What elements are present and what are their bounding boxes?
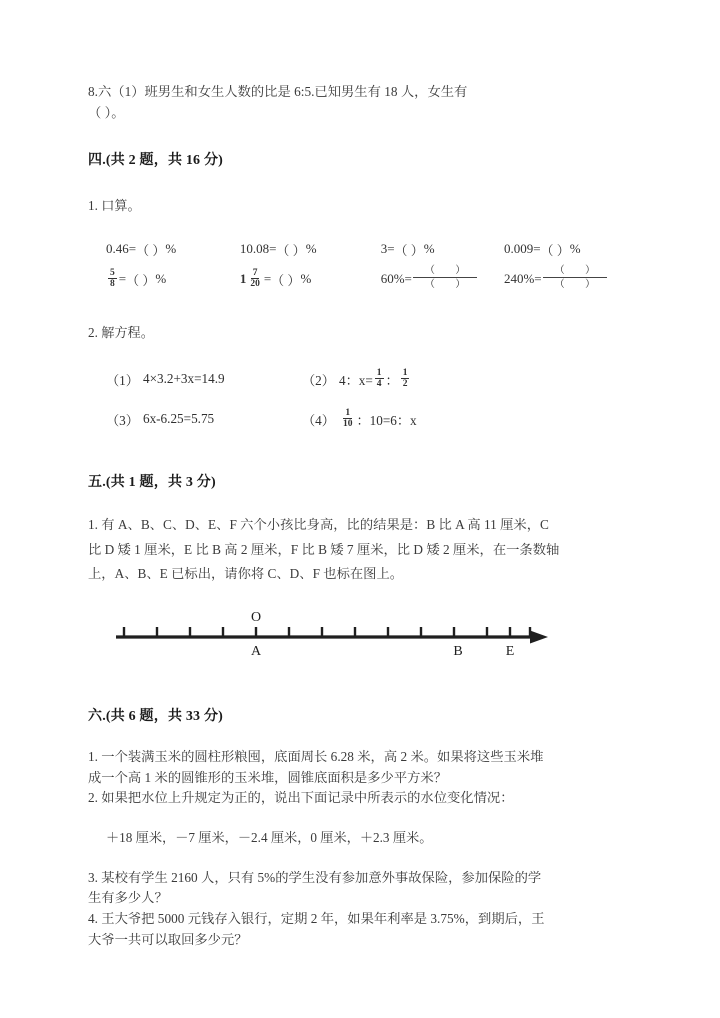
fraction-blank-numerator[interactable]: （ ） <box>543 265 608 279</box>
calc-unit: % <box>165 241 177 257</box>
fraction-blank-60[interactable] <box>413 265 478 292</box>
calc-blank[interactable]: （ ） <box>136 242 166 258</box>
equation-label: （3） <box>106 412 139 428</box>
fraction-denominator: 8 <box>110 279 115 290</box>
section-five-item-1-line-1: 1. 有 A、B、C、D、E、F 六个小孩比身高，比的结果是：B 比 A 高 11 厘米，C <box>88 517 549 533</box>
section-five-item-1-line-3: 上，A、B、E 已标出，请你将 C、D、F 也标在图上。 <box>88 566 404 582</box>
equation-4 <box>302 408 417 430</box>
mixed-number-1-7-20 <box>240 268 264 290</box>
calc-unit: % <box>155 271 167 287</box>
section-four-item-2-label: 2. 解方程。 <box>88 325 154 341</box>
fraction-blank-denominator[interactable]: （ ） <box>424 279 475 291</box>
calc-expr: 0.46= <box>106 241 137 257</box>
fraction-blank-240[interactable] <box>543 265 608 292</box>
fraction-1-10 <box>341 408 355 430</box>
calc-expr: 3= <box>380 241 395 257</box>
calc-expr: 10.08= <box>239 241 277 257</box>
number-line-arrow-icon <box>530 631 548 644</box>
section-six-problem-2 <box>88 788 636 846</box>
section-five <box>88 471 636 675</box>
section-five-item-1 <box>88 513 636 587</box>
equation-1 <box>106 370 302 389</box>
fraction-denominator: 4 <box>376 379 382 390</box>
calc-expr: 0.009= <box>503 241 541 257</box>
equation-label: （1） <box>106 372 139 388</box>
calc-unit: % <box>300 271 312 287</box>
calc-item-3 <box>381 240 504 259</box>
number-line-label-O: O <box>250 610 262 625</box>
equation-label: （2） <box>302 372 335 388</box>
equation-label: （4） <box>302 412 335 428</box>
question-8 <box>88 82 636 123</box>
fraction-1-4 <box>375 368 384 390</box>
fraction-blank-numerator[interactable]: （ ） <box>413 265 478 279</box>
section-four <box>88 149 636 435</box>
calc-unit: % <box>423 241 435 257</box>
calc-blank[interactable]: （ ） <box>540 242 570 258</box>
section-six-problem-4 <box>88 909 636 950</box>
oral-arithmetic-row-2 <box>106 266 636 292</box>
calc-unit: % <box>569 241 581 257</box>
problem-2-line-1: 2. 如果把水位上升规定为正的，说出下面记录中所表示的水位变化情况： <box>88 790 514 806</box>
fraction-denominator: 10 <box>342 419 353 430</box>
page-content <box>88 82 636 950</box>
equation-2 <box>302 368 411 390</box>
section-four-item-1-label: 1. 口算。 <box>88 198 141 214</box>
section-five-item-1-line-2: 比 D 矮 1 厘米，E 比 B 高 2 厘米，F 比 B 矮 7 厘米，比 D 矮 2 厘米，在一条数轴 <box>88 541 560 557</box>
mixed-whole: 1 <box>239 271 247 287</box>
calc-blank[interactable]: （ ） <box>394 242 424 258</box>
calc-equals: = <box>118 271 127 287</box>
problem-4-line-2: 大爷一共可以取回多少元？ <box>88 931 248 947</box>
calc-equals: = <box>534 271 542 287</box>
calc-unit: % <box>305 241 317 257</box>
fraction-5-8 <box>108 268 117 290</box>
equations-block <box>106 363 636 435</box>
equation-row-2 <box>106 403 636 435</box>
oral-arithmetic-row-1 <box>106 236 636 262</box>
calc-blank[interactable]: （ ） <box>276 242 306 258</box>
equation-prefix: 4：x= <box>338 372 373 388</box>
calc-item-240-percent <box>504 266 636 293</box>
section-five-heading: 五.(共 1 题，共 3 分) <box>88 475 216 491</box>
section-six-problems <box>88 747 636 950</box>
question-8-line-2: （ ）。 <box>88 104 125 120</box>
fraction-7-20 <box>248 268 262 290</box>
fraction-numerator: 1 <box>345 407 351 418</box>
equation-suffix: ：10=6：x <box>356 412 417 428</box>
number-line-label-E: E <box>505 644 515 659</box>
section-six <box>88 705 636 950</box>
calc-equals: = <box>404 271 412 287</box>
calc-expr: 240% <box>503 271 535 287</box>
fraction-blank-denominator[interactable]: （ ） <box>554 279 605 291</box>
calc-expr: 60% <box>380 271 405 287</box>
problem-1-line-1: 1. 一个装满玉米的圆柱形粮囤，底面周长 6.28 米，高 2 米。如果将这些玉米堆 <box>88 749 544 764</box>
number-line-figure <box>106 603 636 675</box>
fraction-denominator: 20 <box>250 279 260 290</box>
calc-item-10-08 <box>240 240 381 259</box>
number-line-label-A: A <box>250 644 262 659</box>
oral-arithmetic-block <box>106 236 636 292</box>
calc-item-one-and-seven-twentieths <box>240 268 381 290</box>
equation-body: 4×3.2+3x=14.9 <box>142 371 225 387</box>
equation-body: 6x-6.25=5.75 <box>142 411 215 427</box>
calc-equals: = <box>263 271 272 287</box>
calc-item-five-eighths <box>106 268 240 290</box>
fraction-numerator: 1 <box>376 367 382 378</box>
section-four-heading: 四.(共 2 题，共 16 分) <box>88 153 224 169</box>
fraction-numerator: 5 <box>110 267 115 278</box>
fraction-1-2 <box>401 368 410 390</box>
number-line-svg <box>106 603 556 665</box>
equation-3 <box>106 410 302 429</box>
calc-blank[interactable]: （ ） <box>126 272 156 288</box>
calc-item-60-percent <box>381 266 504 293</box>
section-six-problem-3 <box>88 868 636 909</box>
fraction-denominator: 2 <box>402 379 408 390</box>
problem-4-line-1: 4. 王大爷把 5000 元钱存入银行，定期 2 年，如果年利率是 3.75%，到期后，王 <box>88 911 545 927</box>
section-six-heading: 六.(共 6 题，共 33 分) <box>88 709 224 724</box>
calc-item-0-46 <box>106 240 240 259</box>
fraction-numerator: 7 <box>252 267 258 278</box>
section-six-problem-1 <box>88 747 636 788</box>
calc-item-0-009 <box>504 240 636 259</box>
equation-ratio-colon: ： <box>385 372 399 388</box>
number-line-label-B: B <box>453 644 463 659</box>
problem-3-line-1: 3. 某校有学生 2160 人，只有 5%的学生没有参加意外事故保险，参加保险的学 <box>88 869 542 885</box>
fraction-numerator: 1 <box>402 367 408 378</box>
problem-3-line-2: 生有多少人？ <box>88 890 168 906</box>
calc-blank[interactable]: （ ） <box>271 272 301 288</box>
problem-2-values: ＋18 厘米，－7 厘米，－2.4 厘米，0 厘米，＋2.3 厘米。 <box>106 829 433 845</box>
problem-1-line-2: 成一个高 1 米的圆锥形的玉米堆，圆锥底面积是多少平方米？ <box>88 769 448 785</box>
equation-row-1 <box>106 363 636 395</box>
question-8-line-1: 8.六（1）班男生和女生人数的比是 6:5.已知男生有 18 人，女生有 <box>88 84 468 99</box>
